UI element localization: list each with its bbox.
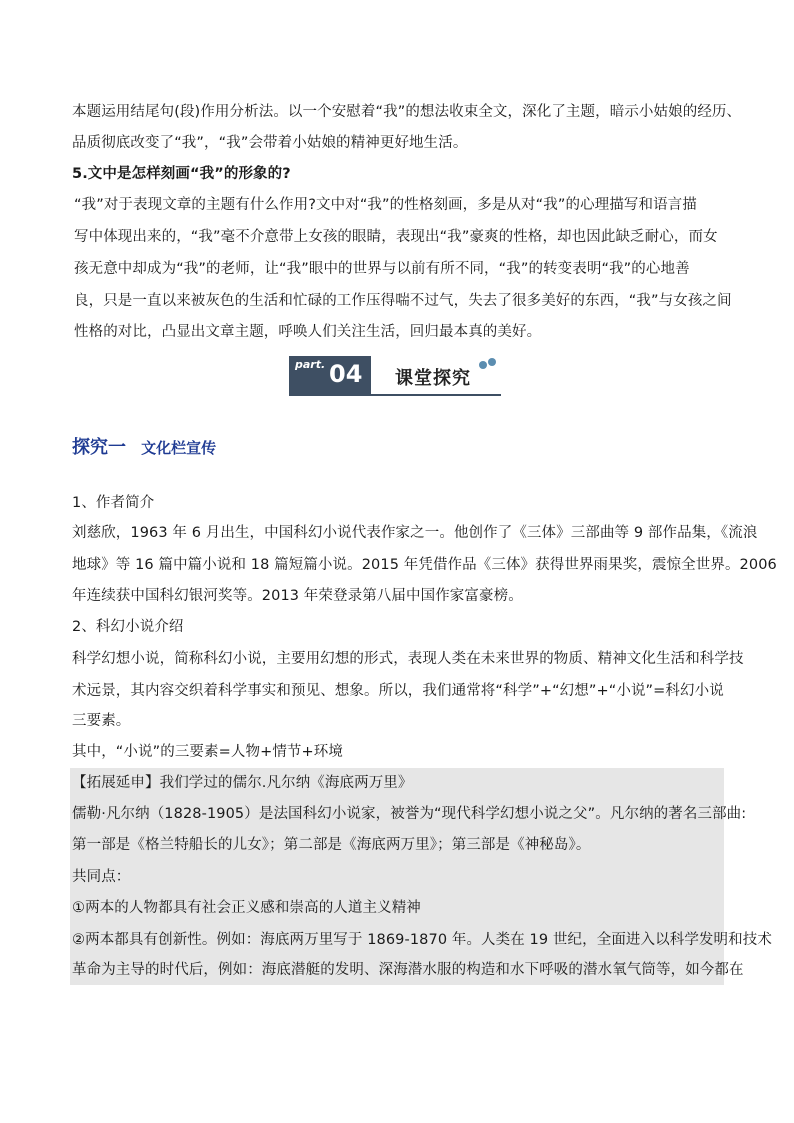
- paragraph-line: 本题运用结尾句(段)作用分析法。以一个安慰着“我”的想法收束全文，深化了主题，暗示小姑娘的经历、: [72, 104, 742, 120]
- extension-line: 第一部是《格兰特船长的儿女》；第二部是《海底两万里》；第三部是《神秘岛》。: [72, 837, 591, 853]
- item-title: 2、科幻小说介绍: [72, 619, 184, 635]
- extension-line: 儒勒·凡尔纳（1828-1905）是法国科幻小说家，被誉为“现代科学幻想小说之父”。凡尔纳的著名三部曲:: [72, 806, 747, 822]
- part-tag: [289, 356, 371, 394]
- item-body-line: 年连续获中国科幻银河奖等。2013 年荣登录第八届中国作家富豪榜。: [72, 588, 523, 604]
- item-body-line: 刘慈欣，1963 年 6 月出生，中国科幻小说代表作家之一。他创作了《三体》三部曲等 9 部作品集，《流浪: [72, 525, 758, 541]
- section-subtitle: 文化栏宣传: [141, 439, 217, 457]
- extension-line: ②两本都具有创新性。例如：海底两万里写于 1869-1870 年。人类在 19 世纪，全面进入以科学发明和技术: [72, 932, 772, 948]
- section-title: 探究一: [72, 437, 126, 458]
- part-banner: [289, 356, 501, 396]
- banner-title: 课堂探究: [395, 368, 471, 389]
- item-body-line: 术远景，其内容交织着科学事实和预见、想象。所以，我们通常将“科学”+“幻想”+“小说”=科幻小说: [72, 683, 724, 699]
- answer-line: “我”对于表现文章的主题有什么作用?文中对“我”的性格刻画，多是从对“我”的心理描写和语言描: [74, 197, 697, 213]
- item-body-line: 地球》等 16 篇中篇小说和 18 篇短篇小说。2015 年凭借作品《三体》获得世界雨果奖，震惊全世界。2006: [72, 557, 777, 573]
- section-heading: [72, 433, 216, 463]
- part-number: 04: [329, 360, 363, 388]
- extension-line: 革命为主导的时代后，例如：海底潜艇的发明、深海潜水服的构造和水下呼吸的潜水氧气筒等，如今都在: [72, 962, 744, 978]
- part-label: part.: [295, 358, 326, 371]
- bubble-icon: [479, 358, 499, 370]
- item-body-line: 其中，“小说”的三要素=人物+情节+环境: [72, 744, 343, 760]
- item-body-line: 科学幻想小说，简称科幻小说，主要用幻想的形式，表现人类在未来世界的物质、精神文化生活和科学技: [72, 651, 744, 667]
- paragraph-line: 品质彻底改变了“我”，“我”会带着小姑娘的精神更好地生活。: [72, 135, 468, 151]
- banner-underline: [289, 394, 501, 396]
- extension-line: ①两本的人物都具有社会正义感和崇高的人道主义精神: [72, 900, 421, 916]
- extension-line: 【拓展延申】我们学过的儒尔.凡尔纳《海底两万里》: [72, 775, 413, 791]
- answer-line: 良，只是一直以来被灰色的生活和忙碌的工作压得喘不过气，失去了很多美好的东西，“我”与女孩之间: [74, 293, 732, 309]
- answer-line: 性格的对比，凸显出文章主题，呼唤人们关注生活，回归最本真的美好。: [74, 324, 542, 340]
- question-heading: 5.文中是怎样刻画“我”的形象的?: [72, 166, 291, 182]
- answer-line: 孩无意中却成为“我”的老师，让“我”眼中的世界与以前有所不同，“我”的转变表明“我”的心地善: [74, 261, 690, 277]
- item-body-line: 三要素。: [72, 713, 131, 729]
- answer-line: 写中体现出来的，“我”毫不介意带上女孩的眼睛，表现出“我”豪爽的性格，却也因此缺乏耐心，而女: [74, 229, 718, 245]
- extension-line: 共同点：: [72, 869, 131, 885]
- item-title: 1、作者简介: [72, 495, 155, 511]
